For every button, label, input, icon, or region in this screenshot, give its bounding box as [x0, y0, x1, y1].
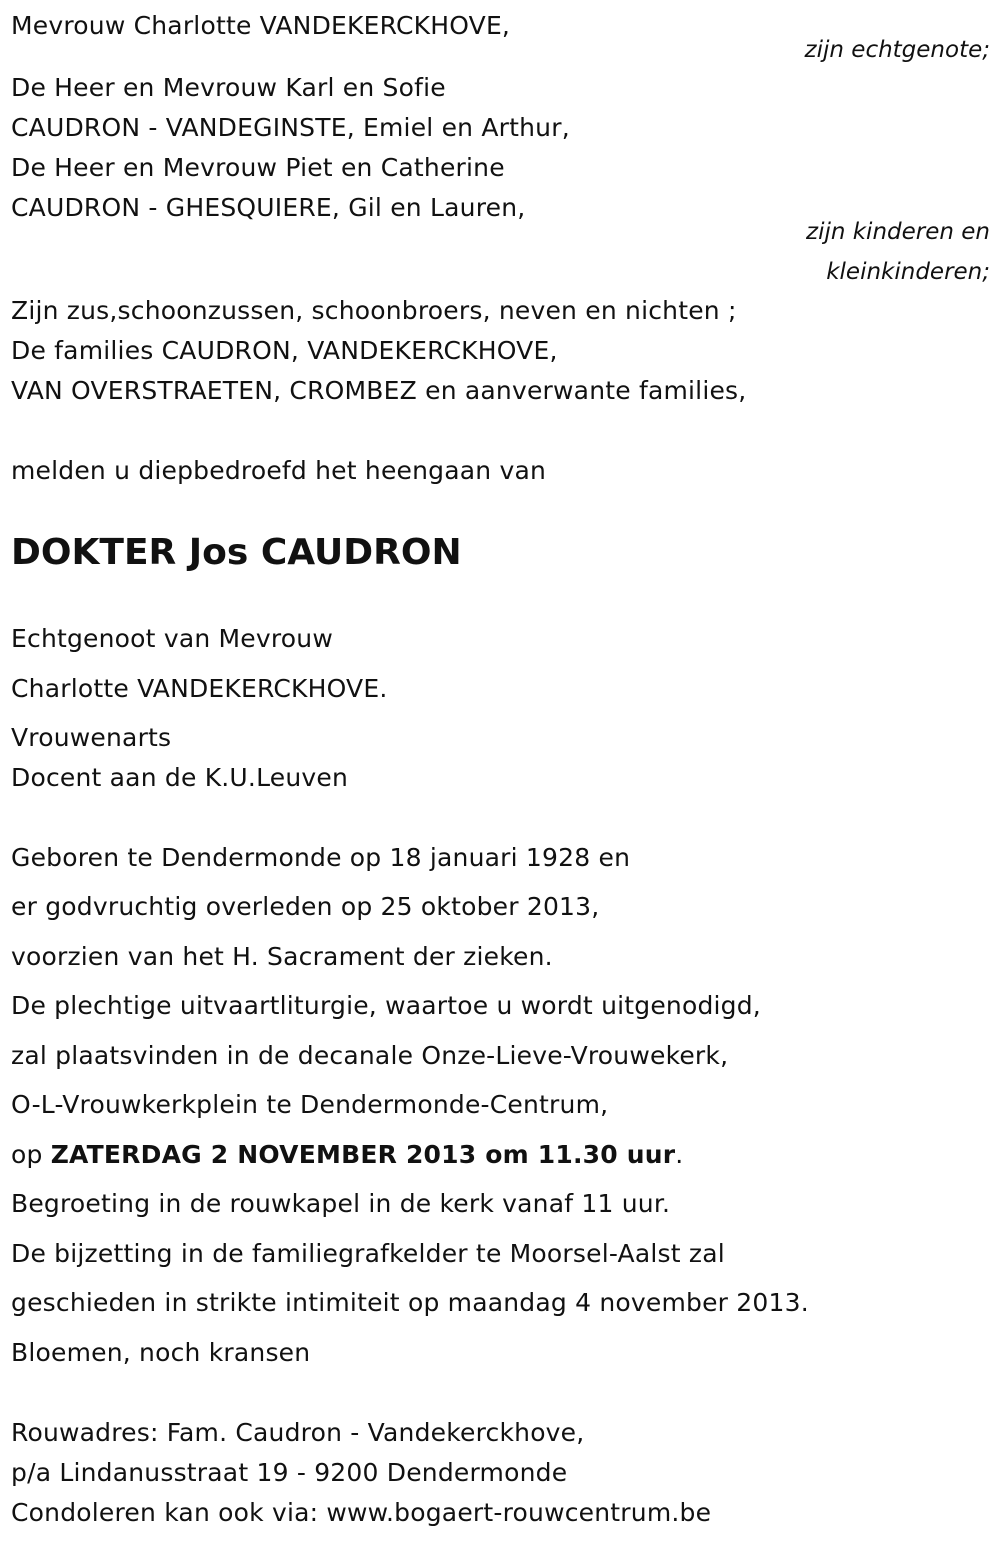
relatives-line-3: VAN OVERSTRAETEN, CROMBEZ en aanverwante families,: [11, 376, 747, 405]
funeral-date-line: [11, 1140, 683, 1170]
children-role-1: zijn kinderen en: [806, 219, 990, 245]
spouse-role: zijn echtgenote;: [804, 37, 990, 63]
burial-line-2: geschieden in strikte intimiteit op maandag 4 november 2013.: [11, 1288, 809, 1317]
address-line-1: Rouwadres: Fam. Caudron - Vandekerckhove,: [11, 1418, 585, 1447]
children-role-2: kleinkinderen;: [826, 259, 990, 285]
greeting-line: Begroeting in de rouwkapel in de kerk vanaf 11 uur.: [11, 1189, 671, 1218]
funeral-date: ZATERDAG 2 NOVEMBER 2013 om 11.30 uur: [50, 1140, 676, 1169]
spouse-of-line-1: Echtgenoot van Mevrouw: [11, 624, 333, 653]
children-line-1: De Heer en Mevrouw Karl en Sofie: [11, 73, 446, 102]
spouse-of-line-2: Charlotte VANDEKERCKHOVE.: [11, 674, 388, 703]
children-line-2: CAUDRON - VANDEGINSTE, Emiel en Arthur,: [11, 113, 570, 142]
flowers-line: Bloemen, noch kransen: [11, 1338, 311, 1367]
burial-line-1: De bijzetting in de familiegrafkelder te Moorsel-Aalst zal: [11, 1239, 725, 1268]
funeral-date-prefix: op: [11, 1140, 51, 1169]
relatives-line-2: De families CAUDRON, VANDEKERCKHOVE,: [11, 336, 558, 365]
deceased-name: DOKTER Jos CAUDRON: [11, 532, 462, 573]
relatives-line-1: Zijn zus,schoonzussen, schoonbroers, neven en nichten ;: [11, 296, 737, 325]
place-line-1: zal plaatsvinden in de decanale Onze-Lieve-Vrouwekerk,: [11, 1041, 729, 1070]
children-line-4: CAUDRON - GHESQUIERE, Gil en Lauren,: [11, 193, 526, 222]
sacrament-line: voorzien van het H. Sacrament der zieken.: [11, 942, 553, 971]
spouse-line: Mevrouw Charlotte VANDEKERCKHOVE,: [11, 11, 511, 40]
born-line: Geboren te Dendermonde op 18 januari 1928 en: [11, 843, 631, 872]
liturgy-line: De plechtige uitvaartliturgie, waartoe u wordt uitgenodigd,: [11, 991, 761, 1020]
announcement: melden u diepbedroefd het heengaan van: [11, 456, 547, 485]
funeral-date-suffix: .: [675, 1140, 684, 1169]
children-line-3: De Heer en Mevrouw Piet en Catherine: [11, 153, 505, 182]
profession-line-2: Docent aan de K.U.Leuven: [11, 763, 349, 792]
place-line-2: O-L-Vrouwkerkplein te Dendermonde-Centrum,: [11, 1090, 609, 1119]
profession-line-1: Vrouwenarts: [11, 723, 172, 752]
address-line-2: p/a Lindanusstraat 19 - 9200 Dendermonde: [11, 1458, 568, 1487]
condolence-line: Condoleren kan ook via: www.bogaert-rouwcentrum.be: [11, 1498, 712, 1527]
died-line: er godvruchtig overleden op 25 oktober 2013,: [11, 892, 600, 921]
